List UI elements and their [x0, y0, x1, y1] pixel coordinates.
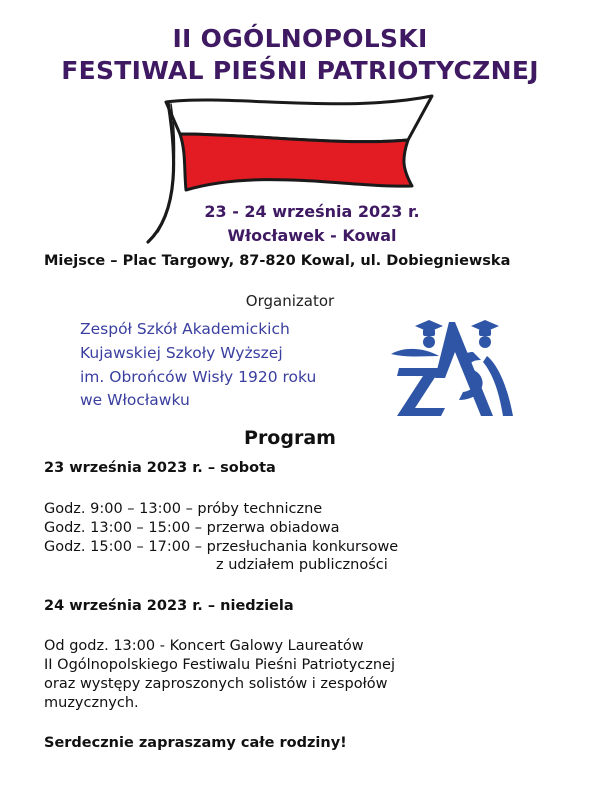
title-line-1: II OGÓLNOPOLSKI	[172, 24, 428, 53]
organizer-heading: Organizator	[245, 292, 335, 310]
gala-line: II Ogólnopolskiego Festiwalu Pieśni Patriotycznej	[44, 657, 396, 673]
gala-line: Od godz. 13:00 - Koncert Galowy Laureatów	[44, 638, 364, 654]
day1-title: 23 września 2023 r. – sobota	[44, 460, 276, 476]
organizer-line: we Włocławku	[80, 391, 190, 409]
event-dates: 23 - 24 września 2023 r.	[204, 202, 420, 221]
zsa-logo-icon	[385, 312, 515, 422]
schedule-row: Godz. 13:00 – 15:00 – przerwa obiadowa	[44, 520, 340, 536]
title-line-2: FESTIWAL PIEŚNI PATRIOTYCZNEJ	[61, 56, 539, 85]
program-heading: Program	[244, 427, 336, 449]
schedule-row: Godz. 9:00 – 13:00 – próby techniczne	[44, 501, 323, 517]
gala-line: oraz występy zaproszonych solistów i zespołów	[44, 676, 388, 692]
organizer-line: im. Obrońców Wisły 1920 roku	[80, 368, 317, 386]
schedule-row: Godz. 15:00 – 17:00 – przesłuchania konkursowe	[44, 539, 399, 555]
gala-line: muzycznych.	[44, 695, 139, 711]
organizer-line: Zespół Szkół Akademickich	[80, 320, 290, 338]
event-place: Miejsce – Plac Targowy, 87-820 Kowal, ul. Dobiegniewska	[44, 253, 511, 269]
schedule-row-continuation: z udziałem publiczności	[216, 557, 388, 573]
event-location: Włocławek - Kowal	[227, 226, 397, 245]
day2-title: 24 września 2023 r. – niedziela	[44, 598, 294, 614]
closing-invitation: Serdecznie zapraszamy całe rodziny!	[44, 735, 347, 751]
organizer-line: Kujawskiej Szkoły Wyższej	[80, 344, 283, 362]
